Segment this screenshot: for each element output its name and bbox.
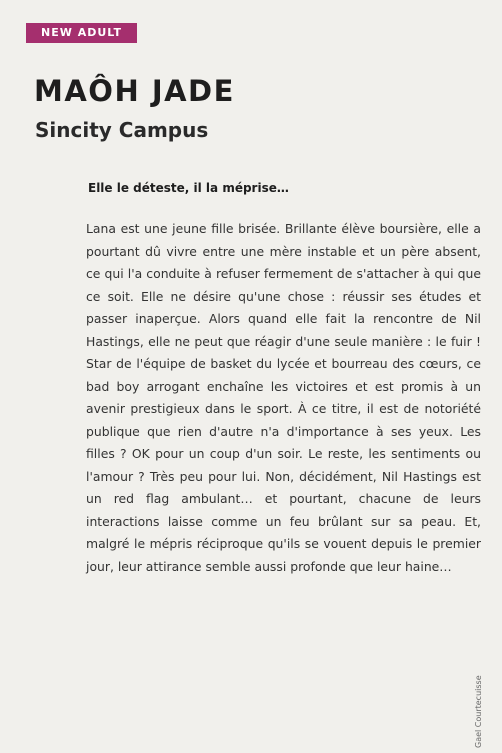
photo-credit: Gael Courtecuisse <box>474 675 483 748</box>
genre-tag: NEW ADULT <box>26 23 137 43</box>
blurb-text: Lana est une jeune fille brisée. Brillante élève boursière, elle a pourtant dû vivre entre une mère instable et un père absent, ce qui l'a conduite à refuser fermement de s'attacher à qui que ce soit. Elle ne désire qu'une chose : réussir ses études et passer inaperçue. Alors quand elle fait la rencontre de Nil Hastings, elle ne peut que réagir d'une seule manière : le fuir ! Star de l'équipe de basket du lycée et bourreau des cœurs, ce bad boy arrogant enchaîne les victoires et est promis à un avenir prestigieux dans le sport. À ce titre, il est de notoriété publique que rien d'autre n'a d'importance à ses yeux. Les filles ? OK pour un coup d'un soir. Le reste, les sentiments ou l'amour ? Très peu pour lui. Non, décidément, Nil Hastings est un red flag ambulant… et pourtant, chacune de leurs interactions laisse comme un feu brûlant sur sa peau. Et, malgré le mépris réciproque qu'ils se vouent depuis le premier jour, leur attirance semble aussi profonde que leur haine… <box>86 221 481 574</box>
tagline: Elle le déteste, il la méprise… <box>88 181 289 195</box>
book-title: Sincity Campus <box>35 118 209 142</box>
author-name: MAÔH JADE <box>34 74 235 108</box>
